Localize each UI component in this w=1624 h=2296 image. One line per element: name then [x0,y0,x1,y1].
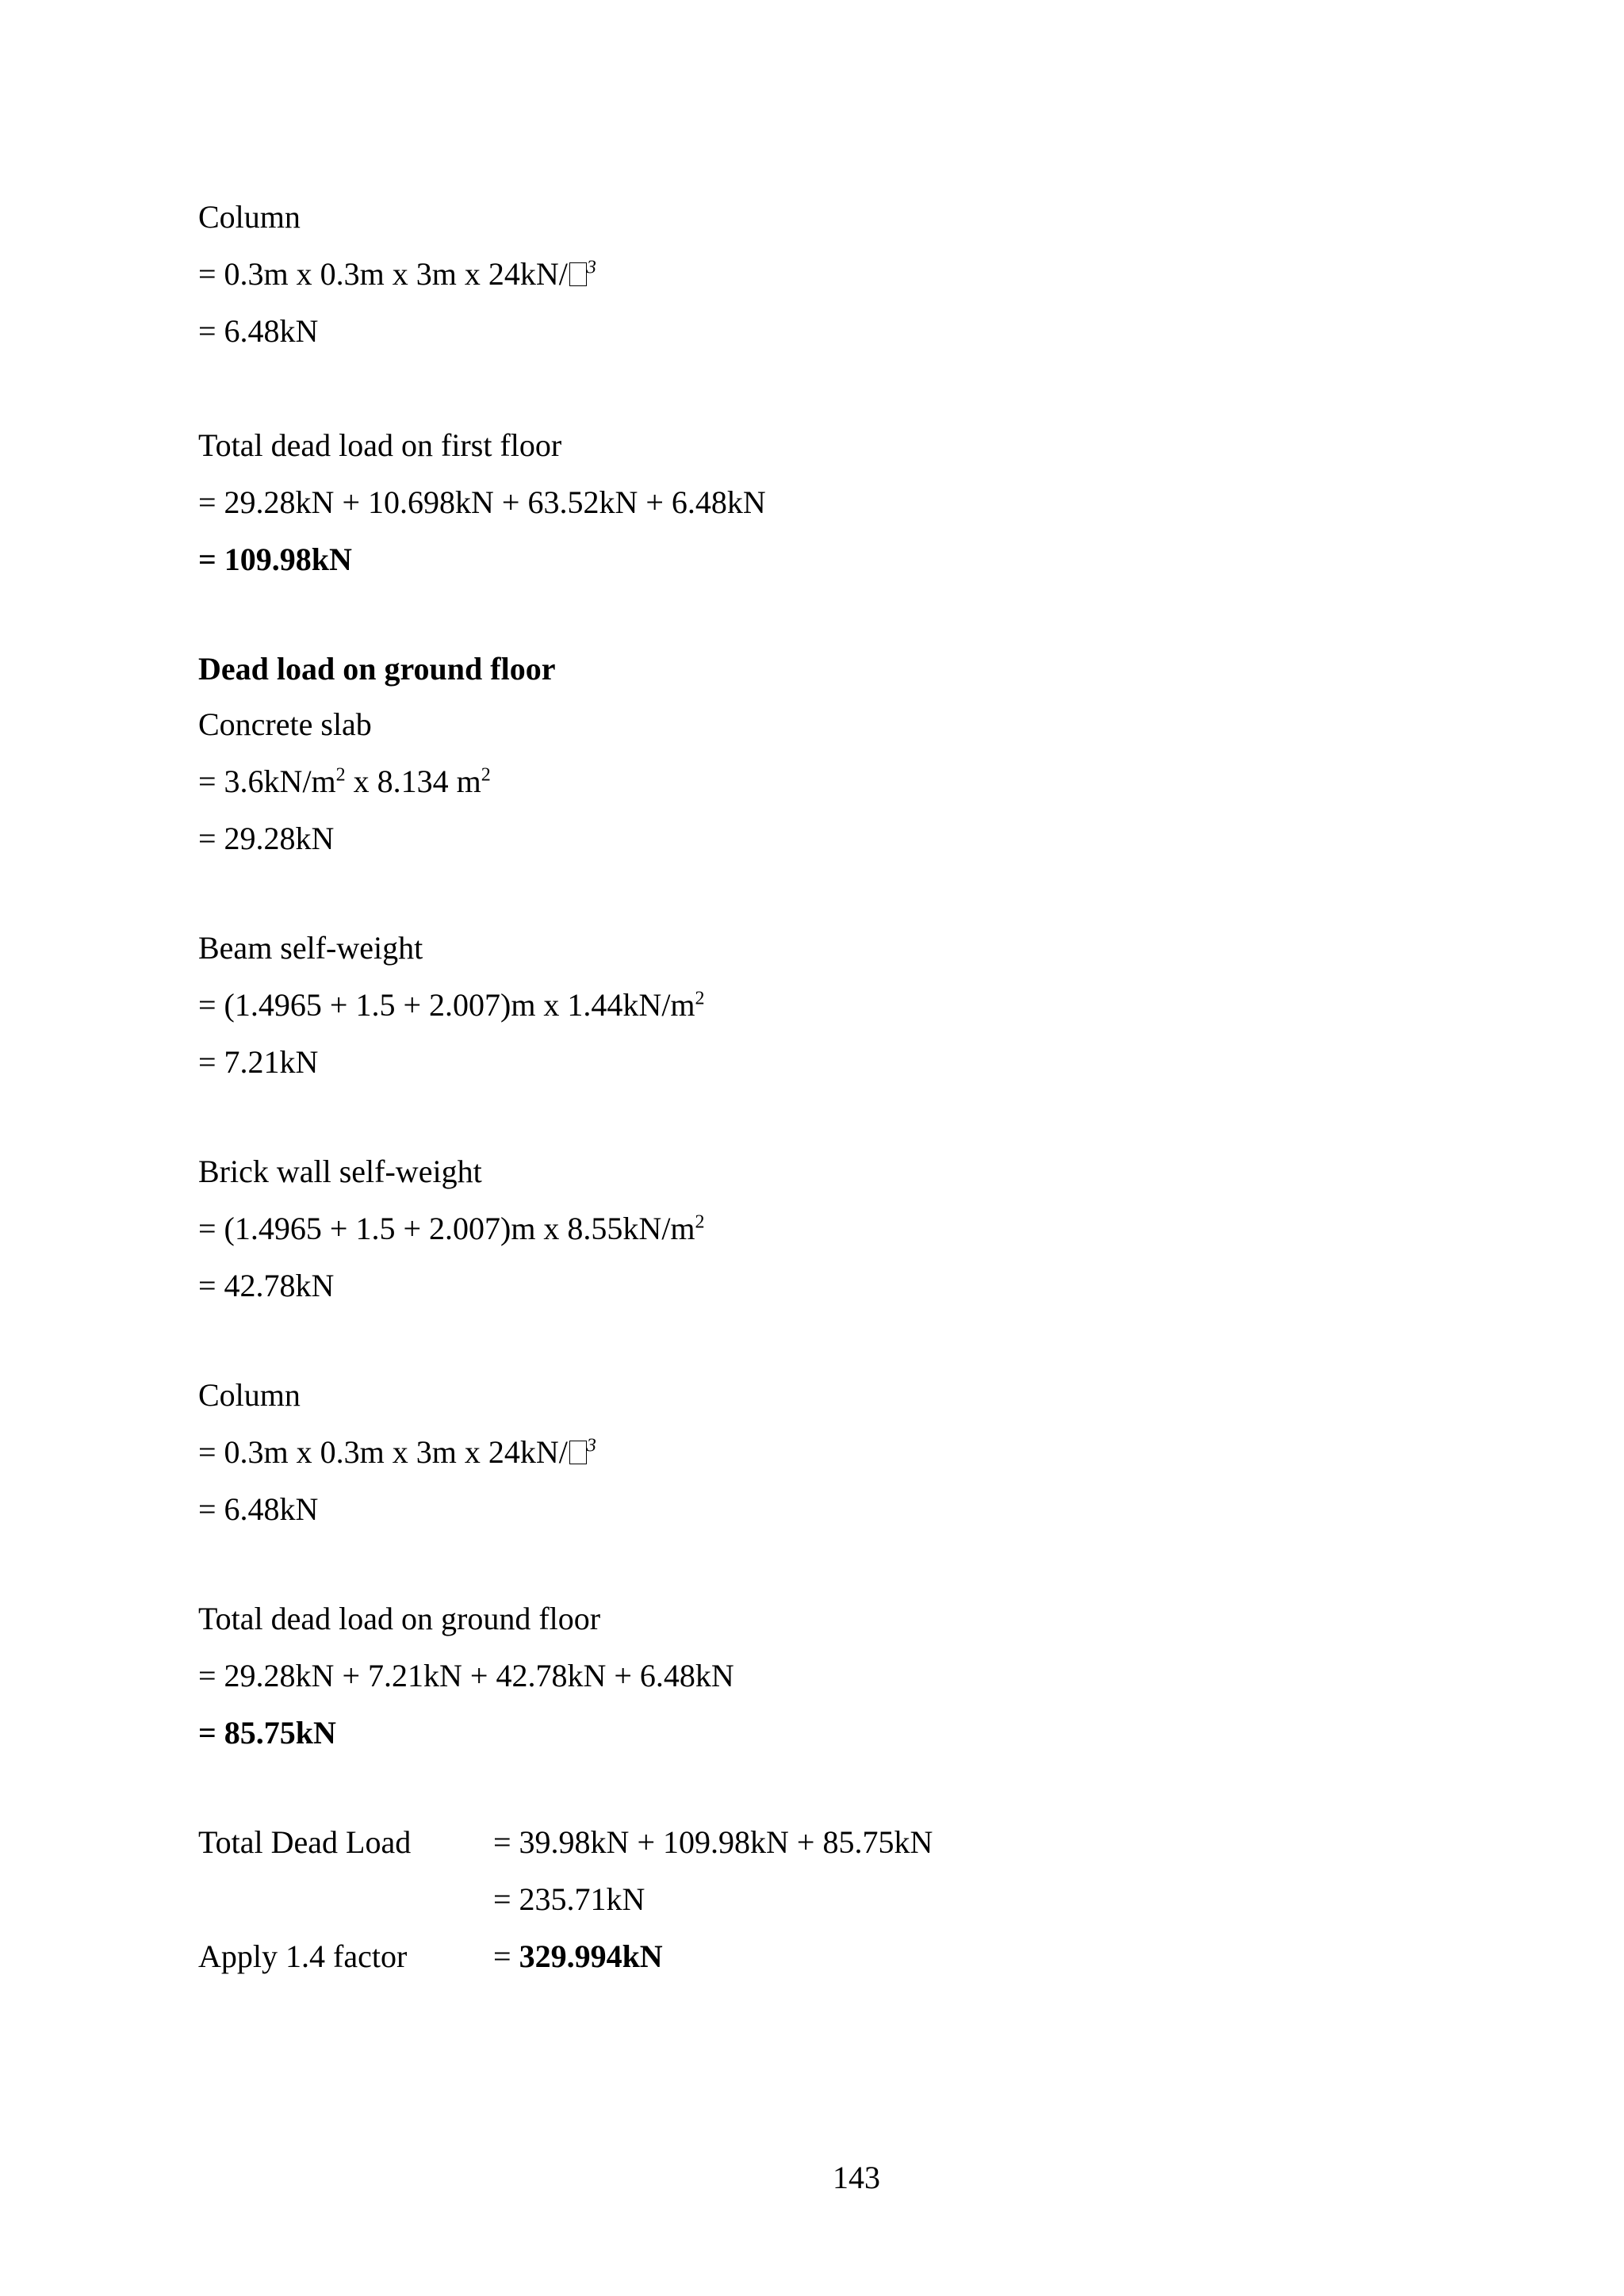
column-calc-text: = 0.3m x 0.3m x 3m x 24kN/ [198,256,568,292]
first-floor-total-result: = 109.98kN [198,541,352,577]
slab-calc-exponent-b: 2 [481,764,491,786]
slab-calc-text-a: = 3.6kN/m [198,763,336,799]
missing-glyph-icon [569,262,587,286]
ground-floor-total-calc: = 29.28kN + 7.21kN + 42.78kN + 6.48kN [198,1658,734,1693]
first-floor-total-calc: = 29.28kN + 10.698kN + 63.52kN + 6.48kN [198,484,766,520]
beam-calc [198,986,705,1024]
total-dead-load-label: Total Dead Load [198,1824,412,1860]
brick-wall-result: = 42.78kN [198,1268,335,1303]
first-floor-total-heading: Total dead load on first floor [198,427,562,463]
ground-column-calc [198,1433,596,1471]
beam-calc-text: = (1.4965 + 1.5 + 2.007)m x 1.44kN/m [198,987,695,1023]
ground-floor-total-heading: Total dead load on ground floor [198,1601,601,1636]
beam-calc-exponent: 2 [695,988,705,1009]
page-number: 143 [833,2160,880,2195]
factor-result [493,1938,663,1976]
ground-column-heading: Column [198,1377,301,1413]
concrete-slab-result: = 29.28kN [198,821,335,856]
concrete-slab-calc [198,763,491,801]
beam-result: = 7.21kN [198,1044,319,1080]
ground-column-calc-exponent: 3 [586,1435,596,1456]
brick-wall-heading: Brick wall self-weight [198,1154,482,1189]
total-dead-load-calc: = 39.98kN + 109.98kN + 85.75kN [493,1824,933,1860]
wall-calc-text: = (1.4965 + 1.5 + 2.007)m x 8.55kN/m [198,1211,695,1246]
ground-floor-heading: Dead load on ground floor [198,651,556,687]
beam-heading: Beam self-weight [198,930,423,966]
section-heading-column: Column [198,199,301,235]
factor-label: Apply 1.4 factor [198,1938,408,1974]
slab-calc-text-b: x 8.134 m [345,763,481,799]
ground-floor-total-result: = 85.75kN [198,1715,336,1751]
column-calc-line [198,255,596,293]
concrete-slab-heading: Concrete slab [198,706,372,742]
column-calc-exponent: 3 [586,257,596,278]
total-dead-load-sum: = 235.71kN [493,1881,645,1917]
missing-glyph-icon [569,1441,587,1464]
column-result: = 6.48kN [198,313,319,349]
factor-value: 329.994kN [519,1938,663,1974]
wall-calc-exponent: 2 [695,1211,705,1233]
ground-column-result: = 6.48kN [198,1491,319,1527]
ground-column-calc-text: = 0.3m x 0.3m x 3m x 24kN/ [198,1434,568,1470]
factor-equals: = [493,1938,519,1974]
slab-calc-exponent-a: 2 [335,764,346,786]
brick-wall-calc [198,1210,705,1248]
